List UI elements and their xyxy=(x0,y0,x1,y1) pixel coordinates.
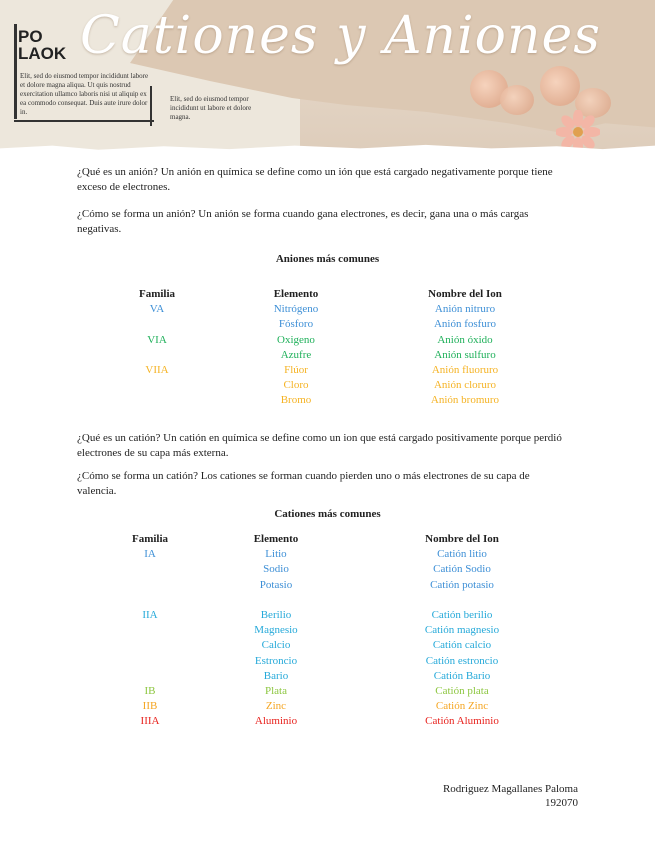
newspaper-heading xyxy=(18,28,66,62)
familia-cell: IIB xyxy=(142,700,158,713)
familia-cell xyxy=(100,593,200,608)
header-banner xyxy=(0,0,655,150)
cation-definition: ¿Qué es un catión? Un catión en química se define como un ion que está cargado positivamente porque perdió electrones de su capa más externa. xyxy=(77,432,562,459)
elemento-cell: Azufre xyxy=(280,348,312,361)
nombre-cell: Catión Zinc xyxy=(435,700,489,713)
aniones-table-title: Aniones más comunes xyxy=(275,253,380,265)
elemento-cell: Calcio xyxy=(261,639,291,652)
nombre-cell: Catión Bario xyxy=(433,669,491,682)
familia-cell xyxy=(107,378,207,393)
elemento-cell: Berilio xyxy=(260,608,292,621)
nombre-header: Nombre del Ion xyxy=(428,288,502,300)
elemento-cell: Oxigeno xyxy=(277,333,315,346)
elemento-cell: Zinc xyxy=(265,700,287,713)
nombre-cell: Anión sulfuro xyxy=(434,348,496,361)
nombre-cell: Catión Aluminio xyxy=(425,715,499,728)
familia-cell: IIA xyxy=(142,608,158,621)
nombre-cell: Catión magnesio xyxy=(424,624,500,637)
newspaper-rule xyxy=(14,120,154,122)
familia-cell xyxy=(107,348,207,363)
nombre-cell: Catión calcio xyxy=(432,639,492,652)
elemento-cell: Estroncio xyxy=(254,654,298,667)
familia-cell xyxy=(107,317,207,332)
elemento-cell: Bromo xyxy=(280,394,312,407)
nombre-header: Nombre del Ion xyxy=(425,533,499,545)
nombre-cell: Catión potasio xyxy=(430,578,494,591)
newspaper-heading-line: LAOK xyxy=(18,44,67,63)
familia-cell xyxy=(100,654,200,669)
nombre-cell: Catión berilio xyxy=(431,608,493,621)
cationes-table-title: Cationes más comunes xyxy=(274,508,381,520)
elemento-cell: Litio xyxy=(265,548,287,561)
familia-cell xyxy=(100,638,200,653)
elemento-cell xyxy=(216,593,336,608)
author-id: 192070 xyxy=(545,797,578,809)
nombre-cell: Anión nitruro xyxy=(434,303,496,316)
nombre-cell xyxy=(397,593,527,608)
cation-formation: ¿Cómo se forma un catión? Los cationes se forman cuando pierden uno o más electrones de su capa de valencia. xyxy=(77,470,530,497)
author-name: Rodriguez Magallanes Paloma xyxy=(442,783,578,795)
author-signature xyxy=(443,782,578,810)
familia-cell: VIIA xyxy=(145,363,169,376)
elemento-column xyxy=(236,287,356,409)
familia-cell: IIIA xyxy=(140,715,160,728)
nombre-cell: Catión litio xyxy=(437,548,487,561)
familia-cell xyxy=(100,562,200,577)
elemento-cell: Fósforo xyxy=(278,318,314,331)
familia-cell xyxy=(107,393,207,408)
newspaper-rule xyxy=(14,24,17,119)
newspaper-column: Elit, sed do eiusmod tempor incididunt labore et dolore magna aliqua. Ut quis nostrud exercitation ullamco laboris nisi ut aliquip ex ea commodo consequat. Duis aute irure dolor in. xyxy=(20,72,149,116)
nombre-cell: Anión fluoruro xyxy=(431,363,499,376)
familia-cell xyxy=(100,623,200,638)
elemento-cell: Plata xyxy=(265,684,287,697)
elemento-cell: Nitrógeno xyxy=(273,303,319,316)
elemento-cell: Bario xyxy=(263,669,289,682)
anion-formation: ¿Cómo se forma un anión? Un anión se forma cuando gana electrones, es decir, gana una o más cargas negativas. xyxy=(77,208,529,235)
newspaper-heading-line: PO xyxy=(18,27,43,46)
familia-cell: VIA xyxy=(147,333,167,346)
familia-header: Familia xyxy=(131,533,169,545)
elemento-cell: Flúor xyxy=(284,363,308,376)
elemento-cell: Sodio xyxy=(263,563,289,576)
elemento-header: Elemento xyxy=(273,288,319,300)
nombre-cell: Catión estroncio xyxy=(425,654,499,667)
nombre-cell: Catión Sodio xyxy=(433,563,491,576)
elemento-cell: Aluminio xyxy=(254,715,298,728)
familia-cell: VA xyxy=(149,303,165,316)
elemento-cell: Magnesio xyxy=(254,624,298,637)
familia-cell: IA xyxy=(144,548,156,561)
anion-definition: ¿Qué es un anión? Un anión en química se define como un ión que está cargado negativamente porque tiene exceso de electrones. xyxy=(77,166,553,193)
familia-cell xyxy=(100,578,200,593)
cherub-image xyxy=(500,85,534,115)
page-title: Cationes y Aniones xyxy=(80,6,601,66)
flower-icon xyxy=(556,110,600,150)
nombre-cell: Anión cloruro xyxy=(433,379,496,392)
nombre-cell: Catión plata xyxy=(435,684,489,697)
nombre-column xyxy=(397,532,527,729)
nombre-column xyxy=(400,287,530,409)
nombre-cell: Anión fosfuro xyxy=(433,318,497,331)
elemento-cell: Cloro xyxy=(283,379,309,392)
elemento-cell: Potasio xyxy=(259,578,293,591)
nombre-cell: Anión bromuro xyxy=(430,394,500,407)
newspaper-column: Elit, sed do eiusmod tempor incididunt ut labore et dolore magna. xyxy=(170,95,252,121)
familia-header: Familia xyxy=(138,288,176,300)
nombre-cell: Anión óxido xyxy=(437,333,493,346)
elemento-header: Elemento xyxy=(253,533,299,545)
elemento-column xyxy=(216,532,336,729)
cherub-image xyxy=(540,66,580,106)
familia-column xyxy=(100,532,200,729)
familia-cell: IB xyxy=(144,684,156,697)
familia-column xyxy=(107,287,207,409)
familia-cell xyxy=(100,669,200,684)
